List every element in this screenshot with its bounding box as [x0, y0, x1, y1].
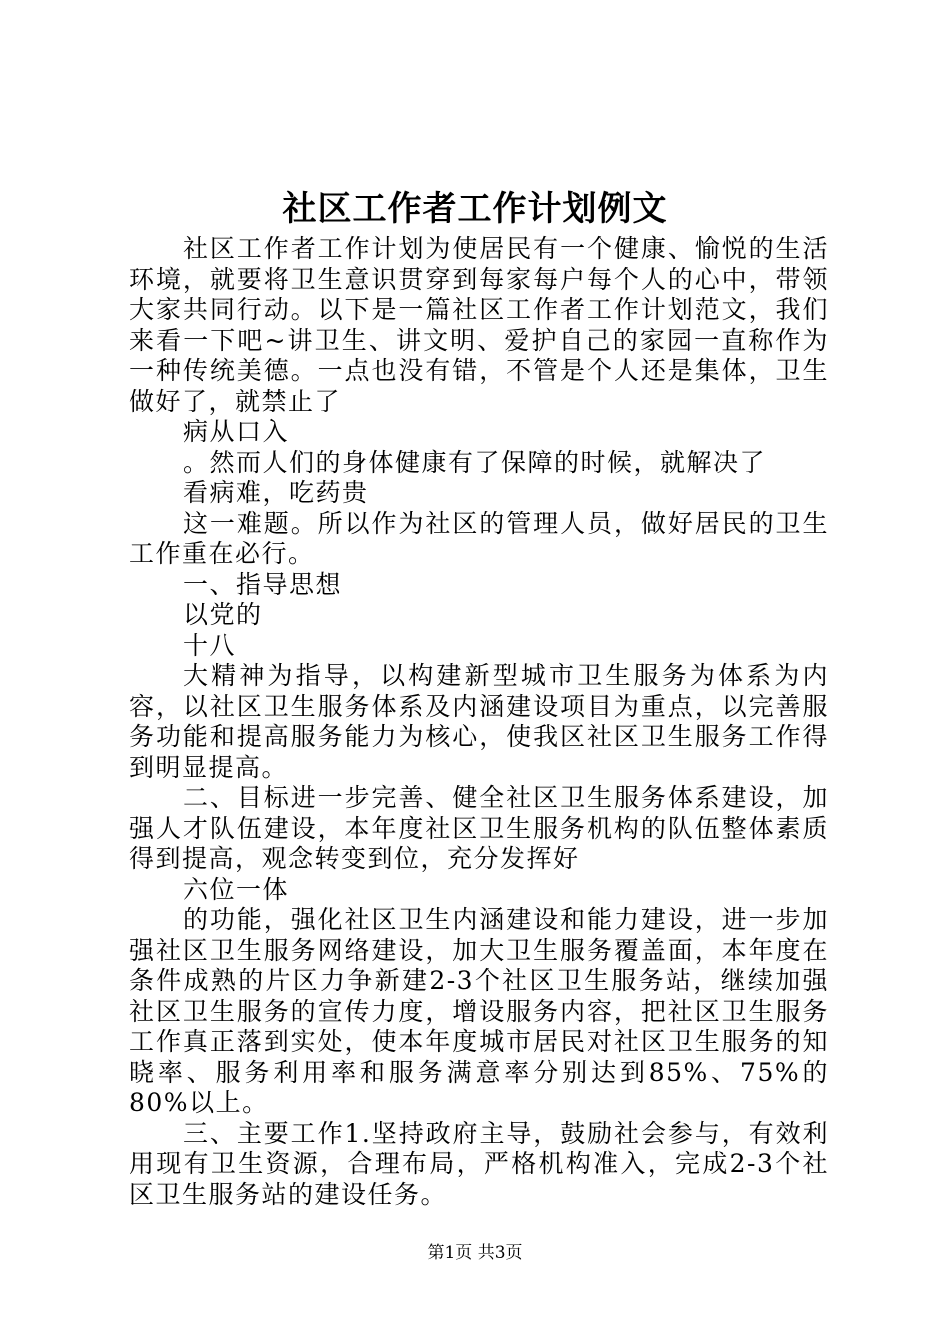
document-body [129, 234, 829, 1210]
paragraph-goals: 二、目标进一步完善、健全社区卫生服务体系建设，加强人才队伍建设，本年度社区卫生服务机构的队伍整体素质得到提高，观念转变到位，充分发挥好 [129, 783, 829, 873]
paragraph-phrase: 看病难，吃药贵 [183, 478, 369, 507]
paragraph-goals-continuation: 的功能，强化社区卫生内涵建设和能力建设，进一步加强社区卫生服务网络建设，加大卫生服务覆盖面，本年度在条件成熟的片区力争新建2-3个社区卫生服务站，继续加强社区卫生服务的宣传力度，增设服务内容，把社区卫生服务工作真正落到实处，使本年度城市居民对社区卫生服务的知晓率、服务利用率和服务满意率分别达到85%、75%的80%以上。 [129, 905, 829, 1117]
section-heading-guiding-ideology: 一、指导思想 [183, 569, 343, 599]
paragraph-phrase: 六位一体 [183, 874, 290, 904]
document-title: 社区工作者工作计划例文 [282, 189, 668, 229]
paragraph-phrase: 以党的 [183, 600, 263, 629]
paragraph-phrase: 十八 [183, 630, 237, 660]
paragraph-intro: 社区工作者工作计划为使居民有一个健康、愉悦的生活环境，就要将卫生意识贯穿到每家每户每个人的心中，带领大家共同行动。以下是一篇社区工作者工作计划范文，我们来看一下吧~讲卫生、讲文明、爱护自己的家园一直称作为一种传统美德。一点也没有错，不管是个人还是集体，卫生做好了，就禁止了 [129, 234, 829, 416]
paragraph-main-work: 三、主要工作1.坚持政府主导，鼓励社会参与，有效利用现有卫生资源，合理布局，严格机构准入，完成2-3个社区卫生服务站的建设任务。 [129, 1118, 829, 1209]
paragraph-phrase: 病从口入 [183, 417, 290, 446]
paragraph-guiding-ideology: 大精神为指导，以构建新型城市卫生服务为体系为内容，以社区卫生服务体系及内涵建设项目为重点，以完善服务功能和提高服务能力为核心，使我区社区卫生服务工作得到明显提高。 [129, 661, 829, 782]
paragraph-continuation: 这一难题。所以作为社区的管理人员，做好居民的卫生工作重在必行。 [129, 508, 829, 568]
page-indicator: 第1页 共3页 [427, 1243, 523, 1263]
paragraph-continuation: 。然而人们的身体健康有了保障的时候，就解决了 [183, 447, 767, 477]
